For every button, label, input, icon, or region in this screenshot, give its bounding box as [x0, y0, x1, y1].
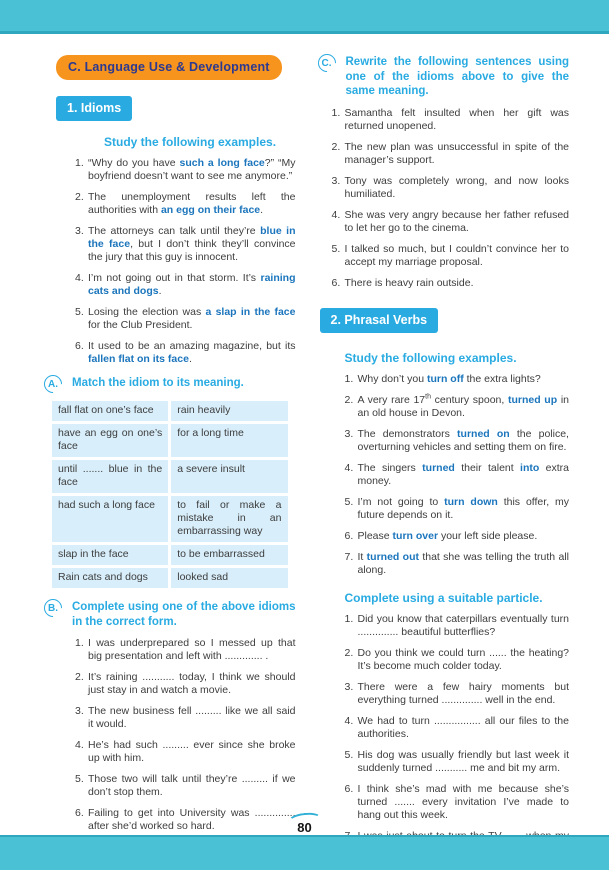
- idiom-cell: fall flat on one’s face: [52, 401, 168, 421]
- item-number: 1.: [344, 612, 354, 625]
- list-item: [332, 243, 570, 269]
- idiom-examples-list: [75, 157, 296, 366]
- study-examples-heading: Study the following examples.: [104, 135, 277, 149]
- idiom-cell: had such a long face: [52, 496, 168, 542]
- list-item: [332, 209, 570, 235]
- list-item: [75, 705, 296, 731]
- list-item: [75, 671, 296, 697]
- item-number: 5.: [75, 306, 84, 318]
- item-number: 4.: [331, 208, 341, 221]
- list-item: [345, 394, 570, 420]
- page-columns: [0, 34, 609, 864]
- item-number: 1.: [75, 637, 84, 649]
- page-number-arc-icon: [287, 811, 322, 828]
- list-item: [345, 551, 570, 577]
- meaning-cell: a severe insult: [171, 460, 287, 493]
- item-number: 5.: [344, 748, 354, 761]
- meaning-cell: rain heavily: [171, 401, 287, 421]
- item-text: I’m not going to turn down this offer, my future depends on it.: [357, 495, 569, 521]
- item-text: The demonstrators turned on the police, overturning vehicles and setting them on fire.: [357, 427, 569, 453]
- item-number: 4.: [75, 739, 84, 751]
- item-number: 2.: [331, 140, 341, 153]
- item-text: Why don’t you turn off the extra lights?: [357, 372, 541, 385]
- list-item: [332, 107, 570, 133]
- item-text: It’s raining ........... today, I think we should just stay in and watch a movie.: [88, 671, 296, 696]
- item-text: Please turn over your left side please.: [357, 529, 538, 542]
- item-text: Those two will talk until they’re ......... if we don’t stop them.: [88, 773, 296, 798]
- item-text: The attorneys can talk until they’re blue in the face, but I don’t think they’ll convince the jury that this guy is innocent.: [88, 225, 296, 263]
- item-text: It used to be an amazing magazine, but its fallen flat on its face.: [88, 340, 296, 365]
- study-phrasal-heading: Study the following examples.: [344, 350, 517, 365]
- item-text: I talked so much, but I couldn’t convince her to accept my marriage proposal.: [344, 242, 569, 268]
- item-number: 3.: [344, 427, 354, 440]
- exercise-a-header: [44, 376, 296, 393]
- item-number: 5.: [344, 495, 354, 508]
- item-text: The singers turned their talent into extra money.: [357, 461, 569, 487]
- item-number: 1.: [331, 106, 341, 119]
- item-text: We had to turn ................ all our files to the authorities.: [357, 714, 569, 740]
- table-row: [52, 568, 288, 588]
- item-text: There is heavy rain outside.: [344, 276, 474, 289]
- particle-heading: Complete using a suitable particle.: [344, 590, 543, 605]
- item-text: Did you know that caterpillars eventually turn .............. beautiful butterflies?: [357, 612, 569, 638]
- item-number: 2.: [344, 646, 354, 659]
- item-number: 5.: [75, 773, 84, 785]
- item-text: I think she’s mad with me because she’s turned ....... every invitation I’ve made to hang out this week.: [357, 782, 569, 821]
- list-item: [345, 749, 570, 775]
- item-text: Samantha felt insulted when her gift was returned unopened.: [344, 106, 569, 132]
- item-number: 2.: [75, 191, 84, 203]
- exercise-b-header: [44, 600, 296, 629]
- item-text: I’m not going out in that storm. It’s raining cats and dogs.: [88, 272, 296, 297]
- list-item: [345, 496, 570, 522]
- page-footer: [0, 813, 609, 837]
- item-text: Failing to get into University was .............. after she’d worked so hard.: [88, 807, 296, 832]
- item-text: “Why do you have such a long face?” “My boyfriend doesn’t want to see me anymore.”: [88, 157, 296, 182]
- table-row: [52, 424, 288, 457]
- top-border-bar: [0, 0, 609, 34]
- list-item: [332, 277, 570, 290]
- item-text: There were a few hairy moments but everything turned .............. well in the end.: [357, 680, 569, 706]
- exercise-b-list: [75, 637, 296, 833]
- exercise-b-title: Complete using one of the above idioms in the correct form.: [72, 601, 296, 628]
- list-item: [75, 340, 296, 366]
- item-number: 5.: [331, 242, 341, 255]
- table-row: [52, 496, 288, 542]
- exercise-a-letter: A.: [44, 375, 62, 393]
- exercise-c-letter: C.: [318, 54, 336, 72]
- item-number: 3.: [344, 680, 354, 693]
- idiom-cell: Rain cats and dogs: [52, 568, 168, 588]
- idiom-matching-table: [52, 401, 288, 588]
- item-number: 3.: [75, 225, 84, 237]
- idiom-cell: until ....... blue in the face: [52, 460, 168, 493]
- list-item: [345, 530, 570, 543]
- exercise-b-letter: B.: [44, 599, 62, 617]
- list-item: [75, 306, 296, 332]
- phrasal-examples-list: [345, 373, 570, 577]
- page-number: 80: [297, 820, 312, 835]
- item-text: The new business fell ......... like we all said it would.: [88, 705, 296, 730]
- item-number: 6.: [331, 276, 341, 289]
- meaning-cell: looked sad: [171, 568, 287, 588]
- item-text: I was underprepared so I messed up that big presentation and left with ............. .: [88, 637, 296, 662]
- right-column: [318, 55, 570, 864]
- meaning-cell: to be embarrassed: [171, 545, 287, 565]
- list-item: [75, 637, 296, 663]
- exercise-a-title: Match the idiom to its meaning.: [72, 377, 244, 389]
- item-text: She was very angry because her father refused to let her go to the cinema.: [344, 208, 569, 234]
- list-item: [332, 141, 570, 167]
- list-item: [332, 175, 570, 201]
- item-text: Do you think we could turn ...... the heating? It’s become much colder today.: [357, 646, 569, 672]
- table-row: [52, 401, 288, 421]
- list-item: [345, 647, 570, 673]
- bottom-border-bar: [0, 835, 609, 870]
- item-number: 3.: [75, 705, 84, 717]
- item-text: It turned out that she was telling the truth all along.: [357, 550, 569, 576]
- idiom-cell: have an egg on one’s face: [52, 424, 168, 457]
- item-number: 2.: [75, 671, 84, 683]
- item-number: 4.: [75, 272, 84, 284]
- item-text: The new plan was unsuccessful in spite of the manager’s support.: [344, 140, 569, 166]
- item-number: 1.: [344, 372, 354, 385]
- list-item: [75, 157, 296, 183]
- phrasal-verbs-topic-badge: 2. Phrasal Verbs: [320, 308, 439, 333]
- exercise-c-header: [318, 55, 570, 99]
- item-text: The unemployment results left the authorities with an egg on their face.: [88, 191, 296, 216]
- item-number: 6.: [75, 340, 84, 352]
- item-number: 4.: [344, 461, 354, 474]
- item-text: His dog was usually friendly but last week it suddenly turned ........... me and bit my arm.: [357, 748, 569, 774]
- table-row: [52, 545, 288, 565]
- meaning-cell: for a long time: [171, 424, 287, 457]
- exercise-c-list: [332, 107, 570, 290]
- item-number: 6.: [75, 807, 84, 819]
- list-item: [345, 462, 570, 488]
- item-number: 7.: [344, 550, 354, 563]
- section-badge: C. Language Use & Development: [56, 55, 282, 80]
- item-number: 1.: [75, 157, 84, 169]
- item-text: He’s had such ......... ever since she broke up with him.: [88, 739, 296, 764]
- list-item: [75, 191, 296, 217]
- list-item: [345, 428, 570, 454]
- item-text: Losing the election was a slap in the face for the Club President.: [88, 306, 296, 331]
- list-item: [345, 715, 570, 741]
- meaning-cell: to fail or make a mistake in an embarrassing way: [171, 496, 287, 542]
- list-item: [345, 613, 570, 639]
- list-item: [75, 739, 296, 765]
- item-text: A very rare 17th century spoon, turned up in an old house in Devon.: [357, 393, 569, 419]
- left-column: [44, 55, 296, 864]
- list-item: [345, 373, 570, 386]
- idioms-topic-badge: 1. Idioms: [56, 96, 132, 121]
- item-number: 4.: [344, 714, 354, 727]
- exercise-c-title: Rewrite the following sentences using one of the idioms above to give the same meaning.: [345, 56, 569, 97]
- list-item: [345, 681, 570, 707]
- item-number: 6.: [344, 529, 354, 542]
- item-number: 6.: [344, 782, 354, 795]
- item-number: 3.: [331, 174, 341, 187]
- list-item: [75, 225, 296, 264]
- list-item: [75, 773, 296, 799]
- table-row: [52, 460, 288, 493]
- list-item: [75, 272, 296, 298]
- item-number: 2.: [344, 393, 354, 406]
- item-text: Tony was completely wrong, and now looks humiliated.: [344, 174, 569, 200]
- idiom-cell: slap in the face: [52, 545, 168, 565]
